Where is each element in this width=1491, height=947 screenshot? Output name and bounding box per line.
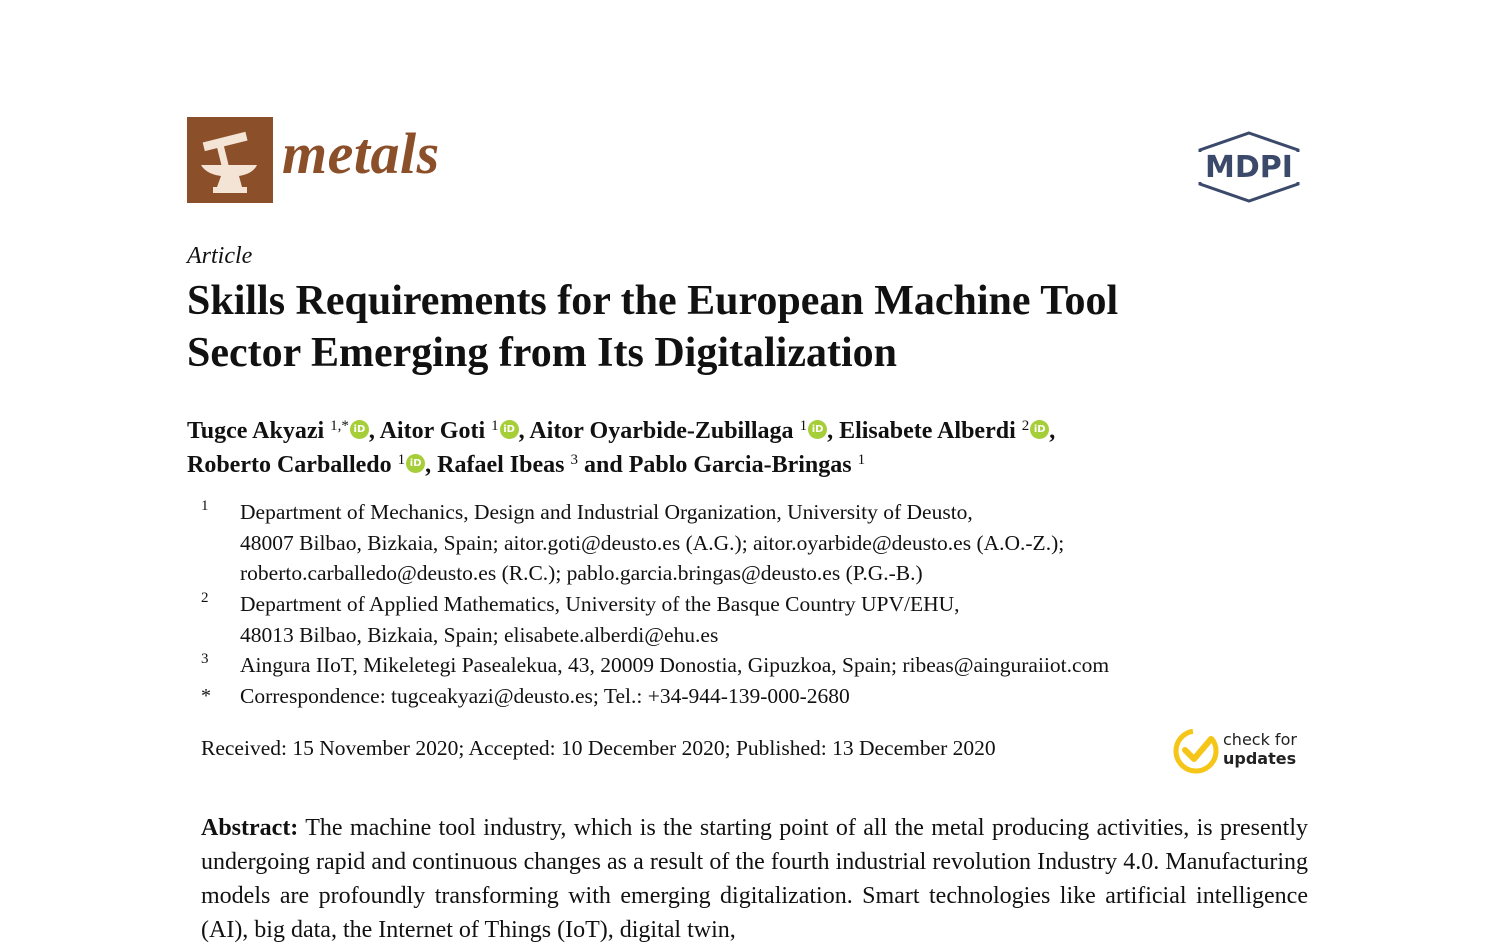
- author-affiliation-mark: 1: [857, 452, 866, 468]
- affiliation-line: 48007 Bilbao, Bizkaia, Spain; aitor.goti@deusto.es (A.G.); aitor.oyarbide@deusto.es (A.O.-Z.);: [240, 530, 1065, 555]
- mdpi-logo: [1196, 131, 1302, 203]
- author-name[interactable]: Pablo Garcia-Bringas: [628, 452, 852, 478]
- author-affiliation-mark: 1: [799, 418, 808, 434]
- correspondence-mark: *: [201, 685, 211, 707]
- affiliation-mark: 2: [201, 590, 209, 606]
- check-for-updates-line1: check for: [1223, 730, 1297, 749]
- check-for-updates-label: [1223, 730, 1297, 768]
- affiliation-item: [201, 589, 1311, 650]
- anvil-hammer-icon: [187, 117, 273, 203]
- authors-joiner: and: [583, 452, 623, 478]
- abstract: [201, 811, 1308, 947]
- abstract-label: Abstract:: [201, 815, 299, 841]
- author-name[interactable]: Aitor Oyarbide-Zubillaga: [529, 418, 794, 444]
- affiliation-line: Department of Applied Mathematics, University of the Basque Country UPV/EHU,: [240, 592, 960, 616]
- correspondence: [201, 681, 1311, 712]
- affiliation-item: [201, 650, 1311, 681]
- title-line: Skills Requirements for the European Machine Tool: [187, 278, 1119, 324]
- author-name[interactable]: Tugce Akyazi: [187, 418, 325, 444]
- author-list: Tugce Akyazi $^{1,*}$ iD , Aitor Goti $^1$ iD , Aitor Oyarbide-Zubillaga $^1$ iD , Elisabete Alberdi $^2$ iD , Roberto Carballedo $^1$ iD , Rafael Ibeas $^3$ and Pablo Garcia-Bringas $^1$: [187, 418, 1056, 478]
- abstract-text: The machine tool industry, which is the starting point of all the metal producing activities, is presently undergoing rapid and continuous changes as a result of the fourth industrial revolution Industry 4.0. Manufacturing models are profoundly transforming with emerging digitalization. Smart technologies like artificial intelligence (AI), big data, the Internet of Things (IoT), digital twin,: [201, 815, 1308, 943]
- affiliation-item: [201, 497, 1311, 589]
- article-title: [187, 275, 1307, 379]
- correspondence-line: Correspondence: tugceakyazi@deusto.es; Tel.: +34-944-139-000-2680: [240, 684, 850, 708]
- orcid-icon[interactable]: iD: [350, 420, 369, 439]
- affiliation-line: Aingura IIoT, Mikeletegi Pasealekua, 43, 20009 Donostia, Gipuzkoa, Spain; ribeas@ainguraiiot.com: [240, 653, 1110, 677]
- affiliation-mark: 3: [201, 651, 209, 667]
- article-type: Article: [187, 243, 253, 269]
- author-affiliation-mark: 3: [570, 452, 578, 468]
- journal-logo: [187, 117, 273, 203]
- author-affiliation-mark: 2: [1021, 418, 1030, 434]
- orcid-icon[interactable]: iD: [1030, 420, 1049, 439]
- author-name[interactable]: Elisabete Alberdi: [839, 418, 1016, 444]
- orcid-icon[interactable]: iD: [500, 420, 519, 439]
- check-for-updates-button[interactable]: [1173, 728, 1308, 774]
- check-circle-icon: [1173, 728, 1219, 774]
- author-affiliation-mark: 1: [491, 418, 499, 434]
- orcid-icon[interactable]: iD: [808, 420, 827, 439]
- orcid-icon[interactable]: iD: [406, 454, 425, 473]
- author-name[interactable]: Aitor Goti: [379, 418, 486, 444]
- title-line: Sector Emerging from Its Digitalization: [187, 330, 898, 376]
- journal-name: metals: [282, 121, 440, 186]
- affiliation-line: Department of Mechanics, Design and Industrial Organization, University of Deusto,: [240, 500, 973, 524]
- author-name[interactable]: Rafael Ibeas: [437, 452, 565, 478]
- author-affiliation-mark: 1: [397, 452, 406, 468]
- author-affiliation-mark: 1,*: [330, 418, 349, 434]
- check-for-updates-line2: updates: [1223, 749, 1297, 768]
- mdpi-logo-text: MDPI: [1205, 150, 1293, 185]
- affiliation-mark: 1: [201, 498, 209, 514]
- affiliation-line: roberto.carballedo@deusto.es (R.C.); pablo.garcia.bringas@deusto.es (P.G.-B.): [240, 561, 923, 586]
- publication-history: Received: 15 November 2020; Accepted: 10 December 2020; Published: 13 December 2020: [201, 736, 996, 760]
- author-name[interactable]: Roberto Carballedo: [187, 452, 392, 478]
- affiliation-line: 48013 Bilbao, Bizkaia, Spain; elisabete.alberdi@ehu.es: [240, 622, 719, 647]
